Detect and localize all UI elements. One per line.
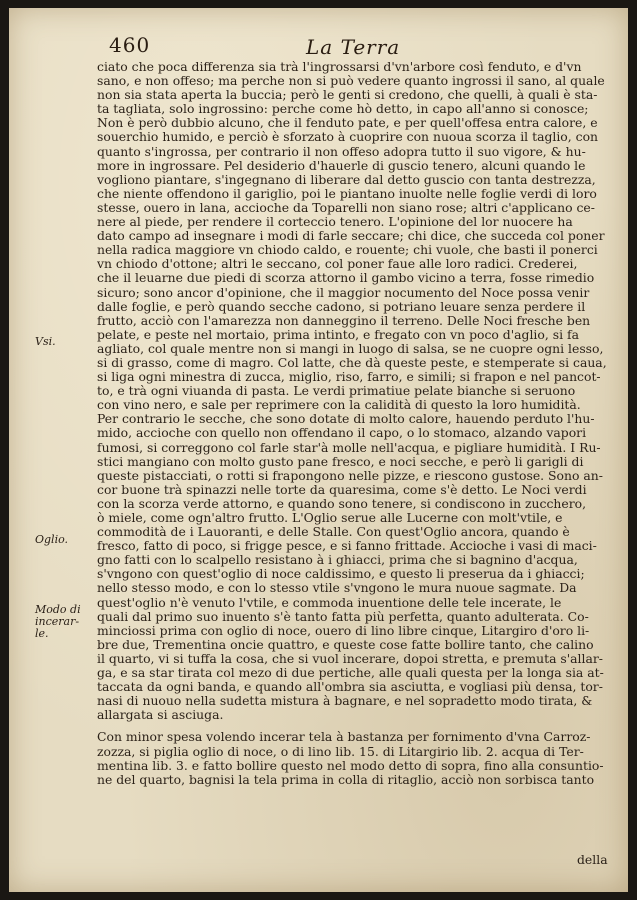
text-line: nella radica maggiore vn chiodo caldo, e rouente; chi vuole, che basti il ponerci — [97, 243, 598, 258]
text-line: Non è però dubbio alcuno, che il fenduto pate, e per quell'offesa entra calore, e — [97, 116, 598, 131]
text-line: Con minor spesa volendo incerar tela à bastanza per fornimento d'vna Carroz- — [97, 730, 591, 745]
running-header: La Terra — [306, 35, 401, 59]
text-line: souerchio humido, e perciò è sforzato à cuoprire con nuoua scorza il taglio, con — [97, 130, 599, 145]
text-line: quanto s'ingrossa, per contrario il non offeso adopra tutto il suo vigore, & hu- — [97, 144, 586, 159]
text-line: non sia stata aperta la buccia; però le genti si credono, che quelli, à quali è sta- — [97, 88, 598, 103]
text-line: che il leuarne due piedi di scorza attorno il gambo vicino a terra, fosse rimedio — [97, 271, 595, 286]
text-line: zozza, si piglia oglio di noce, o di lino lib. 15. di Litargirio lib. 2. acqua di Ter- — [97, 744, 584, 759]
margin-note-oglio: Oglio. — [35, 533, 69, 546]
text-line: frutto, acciò con l'amarezza non danneggino il terreno. Delle Noci fresche ben — [97, 313, 591, 328]
text-line: vogliono piantare, s'ingegnano di liberare dal detto guscio con tanta destrezza, — [97, 172, 596, 187]
text-line: gno fatti con lo scalpello resistano à i ghiacci, prima che si bagnino d'acqua, — [97, 553, 578, 568]
text-line: si di grasso, come di magro. Col latte, che dà queste peste, e stemperate si caua, — [97, 355, 607, 370]
text-line: mido, accioche con quello non offendano il capo, o lo stomaco, alzando vapori — [97, 426, 587, 441]
book-page — [9, 8, 628, 892]
text-line — [97, 722, 611, 730]
catchword: della — [577, 852, 608, 867]
text-line: nasi di nuouo nella sudetta mistura à bagnare, e nel sopradetto modo tirata, & — [97, 694, 593, 709]
text-line: con vino nero, e sale per reprimere con la calidità di questo la loro humidità. — [97, 398, 581, 413]
text-line: taccata da ogni banda, e quando all'ombra sia asciutta, e vogliasi più densa, tor- — [97, 680, 603, 695]
text-line: to, e trà ogni viuanda di pasta. Le verdi primatiue pelate bianche si seruono — [97, 384, 576, 399]
margin-note-modo: Modo di incerar-le. — [35, 603, 81, 640]
text-line: ta tagliata, solo ingrossino: perche come hò detto, in capo all'anno si conosce; — [97, 102, 589, 117]
text-line: s'vngono con quest'oglio di noce caldissimo, e questo li preserua da i ghiacci; — [97, 567, 585, 582]
text-line: si liga ogni minestra di zucca, miglio, riso, farro, e simili; si frapon e nel pancot- — [97, 370, 601, 385]
text-line: minciossi prima con oglio di noce, ouero di lino libre cinque, Litargiro d'oro li- — [97, 623, 590, 638]
text-line: quali dal primo suo inuento s'è tanto fatta più perfetta, quanto adulterata. Co- — [97, 609, 589, 624]
text-line: fumosi, si correggono col farle star'à molle nell'acqua, e pigliare humidità. I Ru- — [97, 440, 601, 455]
text-line: allargata si asciuga. — [97, 708, 224, 723]
text-line: nello stesso modo, e con lo stesso vtile s'vngono le mura nuoue sagmate. Da — [97, 581, 577, 596]
text-line: nere al piede, per rendere il corteccio tenero. L'opinione del lor nuocere ha — [97, 215, 573, 230]
text-line: commodità de i Lauoranti, e delle Stalle. Con quest'Oglio ancora, quando è — [97, 525, 570, 540]
text-line: dato campo ad insegnare i modi di farle seccare; chi dice, che succeda col poner — [97, 229, 605, 244]
text-line: Per contrario le secche, che sono dotate di molto calore, hauendo perduto l'hu- — [97, 412, 595, 427]
text-line: pelate, e peste nel mortaio, prima intinto, e fregato con vn poco d'aglio, si fa — [97, 327, 579, 342]
text-line: stici mangiano con molto gusto pane fresco, e noci secche, e però li garigli di — [97, 454, 584, 469]
page-number: 460 — [109, 33, 151, 57]
text-line: con la scorza verde attorno, e quando sono tenere, si condiscono in zucchero, — [97, 496, 587, 511]
text-line: ciato che poca differenza sia trà l'ingrossarsi d'vn'arbore così fenduto, e d'vn — [97, 60, 582, 74]
text-line: ga, e sa star tirata col mezo di due pertiche, alle quali questa per la longa sia at- — [97, 666, 604, 681]
text-line: vn chiodo d'ottone; altri le seccano, col poner faue alle loro radici. Crederei, — [97, 257, 578, 272]
text-line: il quarto, vi si tuffa la cosa, che si vuol incerare, dopoi stretta, e premuta s'allar- — [97, 651, 603, 666]
text-line: agliato, col quale mentre non si mangi in luogo di salsa, se ne cuopre ogni lesso, — [97, 341, 604, 356]
text-line: sano, e non offeso; ma perche non si può vedere quanto ingrossi il sano, al quale — [97, 74, 605, 89]
text-line: queste pistacciati, o rotti si frapongono nelle pizze, e riescono gustose. Sono an- — [97, 468, 603, 483]
text-line: stesse, ouero in lana, accioche da Toparelli non siano rose; altri c'applicano ce- — [97, 200, 595, 215]
text-line: sicuro; sono ancor d'opinione, che il maggior nocumento del Noce possa venir — [97, 285, 590, 300]
text-line: quest'oglio n'è venuto l'vtile, e commoda inuentione delle tele incerate, le — [97, 595, 562, 610]
body-text — [97, 60, 611, 787]
text-line: ne del quarto, bagnisi la tela prima in colla di ritaglio, acciò non sorbisca tanto — [97, 772, 595, 787]
text-line: fresco, fatto di poco, si frigge pesce, e si fanno frittade. Accioche i vasi di maci- — [97, 539, 597, 554]
text-line: more in ingrossare. Pel desiderio d'hauerle di guscio tenero, alcuni quando le — [97, 158, 586, 173]
text-line: che niente offendono il gariglio, poi le piantano inuolte nelle foglie verdi di loro — [97, 186, 597, 201]
text-line: dalle foglie, e però quando secche cadono, si potriano leuare senza perdere il — [97, 299, 586, 314]
margin-note-vsi: Vsi. — [35, 335, 56, 348]
text-line: mentina lib. 3. e fatto bollire questo nel modo detto di sopra, fino alla consuntio- — [97, 758, 604, 773]
text-line: ò miele, come ogn'altro frutto. L'Oglio serue alle Lucerne con molt'vtile, e — [97, 511, 563, 525]
text-line: bre due, Trementina oncie quattro, e queste cose fatte bollire tanto, che calino — [97, 637, 594, 652]
text-line: cor buone trà spinazzi nelle torte da quaresima, come s'è detto. Le Noci verdi — [97, 482, 587, 497]
